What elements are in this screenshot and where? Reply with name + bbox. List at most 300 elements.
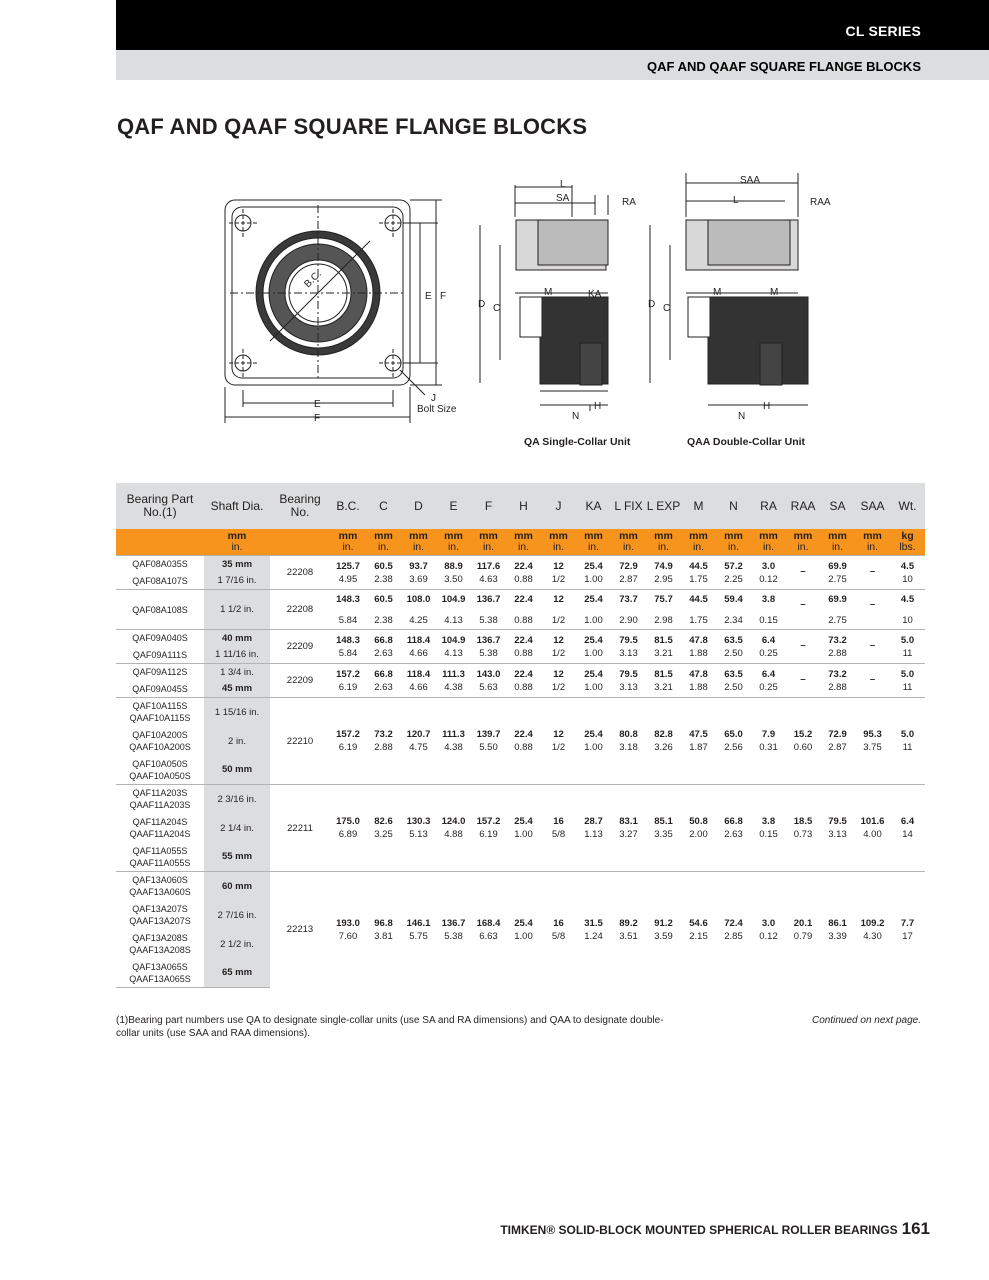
- d-label-double: D: [648, 299, 656, 310]
- value-in: 6.19: [338, 681, 358, 693]
- l-label-single: L: [560, 179, 566, 190]
- value-in: 1.00: [514, 930, 533, 942]
- value-mm: 80.8: [619, 729, 638, 740]
- dimension-cell: [611, 698, 646, 785]
- column-header: RA: [751, 483, 786, 529]
- bearing-number: 22210: [270, 698, 330, 785]
- value-in: 1/2: [551, 614, 566, 626]
- part-number: QAF13A208S QAAF13A208S: [129, 933, 191, 955]
- value-in: 0.12: [759, 573, 778, 585]
- value-mm: 104.9: [441, 634, 466, 646]
- value-in: 1.00: [584, 647, 603, 659]
- dimension-cell: [751, 664, 786, 698]
- value-mm: 22.4: [514, 668, 533, 680]
- value-in: 0.60: [793, 742, 813, 753]
- value-in: 5.84: [338, 614, 358, 626]
- dimension-cell: [330, 698, 366, 785]
- section-bar: [116, 50, 989, 80]
- value-mm: 73.7: [619, 593, 638, 605]
- dimension-cell: [855, 664, 890, 698]
- value-in: 0.79: [793, 930, 813, 942]
- dimension-cell: [330, 785, 366, 872]
- value-mm: 73.2: [828, 668, 847, 680]
- value-mm: 111.3: [442, 729, 465, 740]
- part-number: QAF08A108S: [116, 590, 204, 630]
- value-mm: 66.8: [374, 668, 393, 680]
- value-mm: 65.0: [724, 729, 743, 740]
- dimension-cell: [576, 590, 611, 630]
- value-mm: 66.8: [374, 634, 393, 646]
- dimension-cell: [855, 590, 890, 630]
- dimension-cell: [646, 785, 681, 872]
- value-mm: 54.6: [689, 917, 708, 929]
- value-mm: 47.5: [689, 729, 708, 740]
- value-mm: 139.7: [476, 729, 501, 740]
- value-in: 2.87: [828, 742, 847, 753]
- value-in: 3.35: [654, 829, 673, 840]
- bc-label: B.C.: [302, 268, 324, 291]
- value-in: 5/8: [551, 930, 566, 942]
- part-number: QAF11A204S QAAF11A204S: [129, 817, 191, 839]
- dimension-cell: [401, 630, 436, 664]
- value-in: 0.88: [514, 573, 533, 585]
- column-header: E: [436, 483, 471, 529]
- value-mm: 16: [553, 917, 564, 929]
- value-mm: 83.1: [619, 816, 638, 827]
- value-mm: 3.0: [761, 917, 776, 929]
- dimension-cell: [471, 664, 506, 698]
- value-mm: 81.5: [654, 668, 673, 680]
- value-mm: –: [800, 566, 806, 577]
- dimension-cell: [786, 630, 820, 664]
- value-mm: 7.7: [900, 917, 915, 929]
- value-in: 2.85: [724, 930, 743, 942]
- value-mm: –: [800, 674, 806, 685]
- f-label: F: [440, 291, 447, 302]
- bearing-number: 22208: [270, 590, 330, 630]
- dimension-cell: [681, 698, 716, 785]
- value-mm: 96.8: [374, 917, 393, 929]
- value-in: 6.19: [338, 742, 358, 753]
- part-number: QAF11A055S QAAF11A055S: [129, 845, 191, 868]
- part-number: QAF13A207S QAAF13A207S: [129, 904, 191, 926]
- column-header: Wt.: [890, 483, 925, 529]
- dimension-cell: [820, 630, 855, 664]
- value-mm: 117.6: [476, 560, 501, 572]
- value-in: 2.00: [689, 829, 708, 840]
- shaft-diameter: 1 7/16 in.: [204, 573, 270, 590]
- value-mm: 75.7: [654, 593, 673, 605]
- value-in: 1.00: [584, 681, 603, 693]
- value-mm: 124.0: [441, 816, 466, 827]
- dimension-cell: [611, 556, 646, 590]
- value-mm: 60.5: [374, 560, 393, 572]
- value-mm: 136.7: [476, 634, 501, 646]
- value-mm: 6.4: [761, 634, 776, 646]
- dimension-cell: [786, 556, 820, 590]
- bearing-number: 22208: [270, 556, 330, 590]
- value-in: 5.75: [409, 930, 428, 942]
- value-mm: 4.5: [900, 593, 915, 605]
- dimension-cell: [436, 590, 471, 630]
- value-in: 1.24: [584, 930, 603, 942]
- bearing-number: 22213: [270, 872, 330, 988]
- value-in: 6.89: [338, 829, 358, 840]
- value-in: 7.60: [338, 930, 358, 942]
- value-in: 5.13: [409, 829, 428, 840]
- dimension-cell: [890, 590, 925, 630]
- continued-note: Continued on next page.: [812, 1015, 921, 1026]
- value-in: 11: [902, 681, 913, 693]
- value-in: 2.87: [619, 573, 638, 585]
- dimension-cell: [890, 785, 925, 872]
- value-in: 0.88: [514, 647, 533, 659]
- value-in: 11: [902, 742, 913, 753]
- value-in: 10: [902, 573, 913, 585]
- value-mm: 7.9: [761, 729, 776, 740]
- value-mm: 157.2: [476, 816, 501, 827]
- column-header: RAA: [786, 483, 820, 529]
- value-in: 3.18: [619, 742, 638, 753]
- part-number: QAF08A107S: [132, 575, 188, 586]
- dimension-cell: [506, 872, 541, 988]
- shaft-diameter: 2 7/16 in.: [204, 901, 270, 930]
- value-mm: 18.5: [793, 816, 813, 827]
- value-mm: 3.8: [761, 816, 776, 827]
- table-row: [116, 664, 925, 681]
- dimension-cell: [401, 785, 436, 872]
- dimension-cell: [786, 872, 820, 988]
- dimension-cell: [890, 698, 925, 785]
- value-mm: 47.8: [689, 634, 708, 646]
- dimension-cell: [471, 698, 506, 785]
- value-in: 2.75: [828, 614, 847, 626]
- value-mm: 3.8: [761, 593, 776, 605]
- value-mm: 44.5: [689, 593, 708, 605]
- shaft-diameter: 2 1/4 in.: [204, 814, 270, 843]
- value-in: 1.13: [584, 829, 603, 840]
- dimension-cell: [681, 785, 716, 872]
- m-label-double-2: M: [770, 287, 779, 298]
- value-in: 11: [902, 647, 913, 659]
- value-mm: 175.0: [336, 816, 360, 827]
- unit-header: [116, 529, 204, 556]
- value-in: 1.00: [584, 742, 603, 753]
- dimension-cell: [471, 590, 506, 630]
- unit-header: mm in.: [541, 529, 576, 556]
- shaft-diameter: 40 mm: [204, 630, 270, 647]
- value-in: 2.88: [828, 647, 847, 659]
- value-in: 0.88: [514, 742, 533, 753]
- value-in: 4.66: [409, 647, 428, 659]
- value-mm: 5.0: [900, 634, 915, 646]
- dimension-cell: [401, 590, 436, 630]
- value-in: 3.81: [374, 930, 393, 942]
- table-body: [116, 556, 925, 988]
- column-header: KA: [576, 483, 611, 529]
- dimension-table: [116, 483, 925, 988]
- dimension-cell: [646, 872, 681, 988]
- value-in: 3.59: [654, 930, 673, 942]
- value-in: 2.63: [374, 647, 393, 659]
- technical-drawing: [210, 165, 850, 425]
- value-mm: 95.3: [863, 729, 882, 740]
- dimension-cell: [855, 785, 890, 872]
- column-header: Shaft Dia.: [204, 483, 270, 529]
- unit-header: mm in.: [576, 529, 611, 556]
- value-mm: 120.7: [406, 729, 431, 740]
- j-label: J: [431, 393, 436, 404]
- shaft-diameter: 1 11/16 in.: [204, 647, 270, 664]
- value-in: 1/2: [551, 647, 566, 659]
- table-row: [116, 698, 925, 727]
- column-header: H: [506, 483, 541, 529]
- value-in: 4.25: [409, 614, 428, 626]
- c-label-single: C: [493, 303, 501, 314]
- page-footer: [500, 1219, 930, 1239]
- value-mm: 22.4: [514, 560, 533, 572]
- value-in: 1.75: [689, 573, 708, 585]
- value-in: 4.95: [338, 573, 358, 585]
- footnote: (1)Bearing part numbers use QA to designate single-collar units (use SA and RA dimensions) and QAA to designate double-collar units (use SAA and RAA dimensions).: [116, 1015, 664, 1039]
- value-in: 5/8: [551, 829, 566, 840]
- value-in: 2.88: [828, 681, 847, 693]
- value-mm: 79.5: [828, 816, 847, 827]
- value-in: 1.87: [689, 742, 708, 753]
- ra-label: RA: [622, 197, 636, 208]
- value-in: 2.38: [374, 614, 393, 626]
- value-in: 1.88: [689, 647, 708, 659]
- column-header: L FIX: [611, 483, 646, 529]
- value-mm: 88.9: [444, 560, 463, 572]
- dimension-cell: [436, 664, 471, 698]
- h-label-double: H: [763, 401, 771, 412]
- value-in: 10: [902, 614, 913, 626]
- value-mm: 28.7: [584, 816, 603, 827]
- value-mm: 25.4: [584, 729, 603, 740]
- dimension-cell: [716, 556, 751, 590]
- value-mm: 63.5: [724, 668, 743, 680]
- value-mm: 101.6: [860, 816, 885, 827]
- dimension-cell: [436, 698, 471, 785]
- value-mm: 79.5: [619, 668, 638, 680]
- shaft-diameter: 2 3/16 in.: [204, 785, 270, 814]
- value-in: 3.50: [444, 573, 463, 585]
- value-in: 3.25: [374, 829, 393, 840]
- value-mm: 20.1: [793, 917, 813, 929]
- value-mm: 63.5: [724, 634, 743, 646]
- value-mm: 59.4: [724, 593, 743, 605]
- dimension-cell: [751, 872, 786, 988]
- sa-label: SA: [556, 193, 570, 204]
- value-in: 2.98: [654, 614, 673, 626]
- part-number: QAF13A065S QAAF13A065S: [116, 959, 204, 988]
- dimension-cell: [890, 556, 925, 590]
- value-in: 2.25: [724, 573, 743, 585]
- unit-header: mm in.: [330, 529, 366, 556]
- page-title: QAF AND QAAF SQUARE FLANGE BLOCKS: [117, 114, 588, 139]
- dimension-cell: [576, 664, 611, 698]
- value-in: 0.73: [793, 829, 813, 840]
- value-mm: 93.7: [409, 560, 428, 572]
- unit-header: mm in.: [681, 529, 716, 556]
- dimension-cell: [646, 630, 681, 664]
- unit-header: mm in.: [204, 529, 270, 556]
- dimension-cell: [366, 664, 401, 698]
- value-in: 0.15: [759, 614, 778, 626]
- bearing-number: 22211: [270, 785, 330, 872]
- part-number: QAF09A112S: [116, 664, 204, 681]
- dimension-cell: [786, 698, 820, 785]
- value-in: 6.19: [479, 829, 498, 840]
- dimension-cell: [541, 556, 576, 590]
- dimension-cell: [890, 872, 925, 988]
- column-header: C: [366, 483, 401, 529]
- dimension-cell: [611, 872, 646, 988]
- value-in: 2.50: [724, 681, 743, 693]
- value-in: 5.50: [479, 742, 498, 753]
- part-number: QAF09A111S: [132, 649, 188, 660]
- value-mm: 72.9: [828, 729, 847, 740]
- value-in: 3.51: [619, 930, 638, 942]
- dimension-cell: [330, 664, 366, 698]
- dimension-cell: [646, 556, 681, 590]
- dimension-cell: [681, 872, 716, 988]
- dimension-cell: [751, 590, 786, 630]
- value-mm: 12: [553, 668, 564, 680]
- dimension-cell: [506, 785, 541, 872]
- value-mm: 25.4: [584, 560, 603, 572]
- value-mm: 25.4: [584, 634, 603, 646]
- dimension-cell: [820, 872, 855, 988]
- dimension-cell: [401, 556, 436, 590]
- value-in: 3.13: [619, 681, 638, 693]
- dimension-cell: [401, 698, 436, 785]
- dimension-cell: [820, 590, 855, 630]
- value-mm: 69.9: [828, 560, 847, 572]
- value-mm: 25.4: [584, 668, 603, 680]
- value-in: 4.88: [444, 829, 463, 840]
- value-mm: 25.4: [514, 816, 533, 827]
- dimension-cell: [506, 630, 541, 664]
- part-number: QAF09A040S: [116, 630, 204, 647]
- value-mm: 57.2: [724, 560, 743, 572]
- dimension-cell: [716, 698, 751, 785]
- part-number: QAF10A200S QAAF10A200S: [129, 730, 191, 752]
- value-mm: 25.4: [514, 917, 533, 929]
- dimension-cell: [366, 698, 401, 785]
- n-label-double: N: [738, 411, 746, 422]
- value-mm: 85.1: [654, 816, 673, 827]
- value-mm: 66.8: [724, 816, 743, 827]
- unit-header: kg lbs.: [890, 529, 925, 556]
- dimension-cell: [611, 590, 646, 630]
- d-label-single: D: [478, 299, 486, 310]
- value-mm: 72.9: [619, 560, 638, 572]
- dimension-cell: [646, 698, 681, 785]
- dimension-cell: [330, 556, 366, 590]
- dimension-cell: [751, 556, 786, 590]
- value-in: 17: [902, 930, 913, 942]
- part-number: QAF10A050S QAAF10A050S: [129, 758, 191, 781]
- dimension-cell: [855, 872, 890, 988]
- dimension-cell: [820, 664, 855, 698]
- shaft-diameter: 2 1/2 in.: [204, 930, 270, 959]
- shaft-diameter: 65 mm: [204, 959, 270, 988]
- series-bar: [116, 0, 989, 50]
- footer-brand: TIMKEN® SOLID-BLOCK MOUNTED SPHERICAL ROLLER BEARINGS: [500, 1223, 898, 1237]
- dimension-cell: [401, 664, 436, 698]
- column-header: Bearing Part No.(1): [116, 483, 204, 529]
- unit-header: mm in.: [401, 529, 436, 556]
- table-row: [116, 630, 925, 647]
- n-label-single: N: [572, 411, 580, 422]
- unit-header: mm in.: [436, 529, 471, 556]
- value-mm: 31.5: [584, 917, 603, 929]
- unit-header: [270, 529, 330, 556]
- value-in: 0.12: [759, 930, 778, 942]
- dimension-cell: [890, 630, 925, 664]
- part-number: QAF10A115S QAAF10A115S: [116, 698, 204, 727]
- column-header: F: [471, 483, 506, 529]
- dimension-cell: [611, 785, 646, 872]
- value-in: 2.90: [619, 614, 638, 626]
- value-in: 2.15: [689, 930, 708, 942]
- value-in: 2.38: [374, 573, 393, 585]
- shaft-diameter: 1 3/4 in.: [204, 664, 270, 681]
- shaft-diameter: 35 mm: [204, 556, 270, 573]
- column-header: J: [541, 483, 576, 529]
- dimension-cell: [366, 785, 401, 872]
- value-in: 3.27: [619, 829, 638, 840]
- dimension-cell: [506, 698, 541, 785]
- dimension-cell: [646, 664, 681, 698]
- value-in: 4.38: [444, 681, 463, 693]
- value-in: 4.00: [863, 829, 882, 840]
- value-in: 0.88: [514, 681, 533, 693]
- value-in: 2.56: [724, 742, 743, 753]
- column-header: B.C.: [330, 483, 366, 529]
- value-mm: 22.4: [514, 634, 533, 646]
- dimension-cell: [471, 630, 506, 664]
- value-in: 2.75: [828, 573, 847, 585]
- value-mm: 5.0: [900, 668, 915, 680]
- dimension-cell: [401, 872, 436, 988]
- column-header: SA: [820, 483, 855, 529]
- ka-label: KA: [588, 289, 602, 300]
- dimension-cell: [471, 556, 506, 590]
- dimension-cell: [541, 698, 576, 785]
- value-in: 6.63: [479, 930, 498, 942]
- value-in: 3.13: [828, 829, 847, 840]
- dimension-cell: [576, 630, 611, 664]
- dimension-cell: [541, 590, 576, 630]
- bearing-number: 22209: [270, 664, 330, 698]
- c-label-double: C: [663, 303, 671, 314]
- value-mm: 3.0: [761, 560, 776, 572]
- dimension-cell: [366, 630, 401, 664]
- value-mm: 16: [553, 816, 564, 827]
- value-in: 2.63: [374, 681, 393, 693]
- value-in: 5.63: [479, 681, 498, 693]
- value-mm: 148.3: [336, 593, 360, 605]
- dimension-cell: [541, 872, 576, 988]
- dimension-cell: [330, 630, 366, 664]
- dimension-cell: [786, 664, 820, 698]
- dimension-cell: [611, 630, 646, 664]
- value-in: 14: [902, 829, 913, 840]
- dimension-cell: [330, 872, 366, 988]
